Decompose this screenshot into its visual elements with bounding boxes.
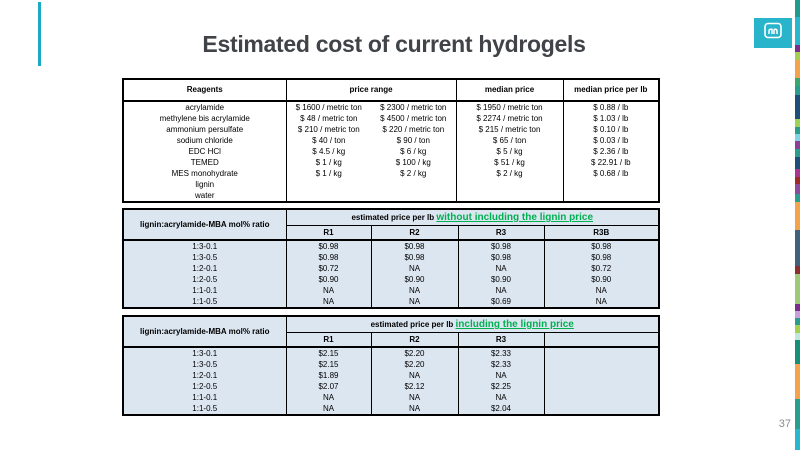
price-high: $ 2 / kg [400,169,427,178]
price-low: $ 4.5 / kg [286,146,371,157]
r3-value: $0.98 [458,252,544,263]
reagent-name: MES monohydrate [171,169,238,178]
r3-value: NA [458,370,544,381]
r2-value: $0.90 [371,274,458,285]
r3-value: NA [458,392,544,403]
r3b-value: $0.90 [544,274,659,285]
right-color-strip [795,0,800,450]
table-row [123,285,659,296]
price-without-lignin-table [122,208,660,309]
median-price-per-lb: $ 0.68 / lb [563,168,659,179]
price-high: $ 2300 / metric ton [380,103,447,112]
price-low: $ 48 / metric ton [286,113,371,124]
r1-value: NA [286,285,371,296]
table-row [123,113,659,124]
reagent-name: lignin [195,180,215,189]
estimated-price-plain: estimated price per lb [370,320,456,329]
r3b-value: $0.98 [544,252,659,263]
r3-value: NA [458,285,544,296]
reagent-name: ammonium persulfate [166,125,244,134]
r2-value: NA [371,285,458,296]
median-price: $ 65 / ton [456,135,563,146]
table-row [123,263,659,274]
r2-value: $0.98 [371,252,458,263]
median-price: $ 2 / kg [456,168,563,179]
r3-value: $0.90 [458,274,544,285]
thunderbird-icon [762,21,784,45]
row-header-ratio: lignin:acrylamide-MBA mol% ratio [123,316,286,347]
median-price-per-lb: $ 0.88 / lb [563,101,659,113]
col-header-empty [544,333,659,348]
col-header-r2: R2 [371,333,458,348]
r2-value: NA [371,392,458,403]
table-row [123,190,659,202]
reagent-name: methylene bis acrylamide [159,114,250,123]
ratio: 1:3-0.5 [123,252,286,263]
ratio: 1:2-0.1 [123,370,286,381]
median-price: $ 1950 / metric ton [456,101,563,113]
without-lignin-highlight: without including the lignin price [436,212,594,223]
median-price: $ 51 / kg [456,157,563,168]
ratio: 1:3-0.1 [123,347,286,359]
reagents-header-row [123,79,659,101]
ratio: 1:1-0.5 [123,403,286,415]
r2-value: NA [371,403,458,415]
col-header-r3b: R3B [544,226,659,241]
empty-value [544,370,659,381]
median-price: $ 2274 / metric ton [456,113,563,124]
median-price-per-lb: $ 1.03 / lb [563,113,659,124]
col-header-reagents: Reagents [123,79,286,101]
r3b-value: NA [544,296,659,308]
r3b-value: NA [544,285,659,296]
table-row [123,370,659,381]
median-price: $ 215 / metric ton [456,124,563,135]
r1-value: $0.90 [286,274,371,285]
header-row-1 [123,316,659,333]
price-high: $ 4500 / metric ton [380,114,447,123]
r1-value: $2.07 [286,381,371,392]
table-row [123,392,659,403]
reagent-name: TEMED [190,158,219,167]
table-row [123,252,659,263]
table-row [123,124,659,135]
r2-value: $2.20 [371,359,458,370]
table-row [123,157,659,168]
table-row [123,168,659,179]
price-high: $ 6 / kg [400,147,427,156]
table-row [123,146,659,157]
median-price-per-lb [563,179,659,190]
empty-value [544,347,659,359]
col-header-r2: R2 [371,226,458,241]
ratio: 1:3-0.1 [123,240,286,252]
median-price-per-lb: $ 2.36 / lb [563,146,659,157]
price-low: $ 210 / metric ton [286,124,371,135]
lab-logo [754,18,792,48]
r2-value: $0.98 [371,240,458,252]
header-row-1 [123,209,659,226]
median-price [456,179,563,190]
r3-value: $2.33 [458,347,544,359]
r1-value: $2.15 [286,359,371,370]
ratio: 1:3-0.5 [123,359,286,370]
price-low: $ 1 / kg [286,157,371,168]
col-header-r1: R1 [286,333,371,348]
r2-value: NA [371,296,458,308]
median-price-per-lb: $ 0.03 / lb [563,135,659,146]
estimated-price-header [286,316,659,333]
price-high: $ 100 / kg [395,158,431,167]
r2-value: NA [371,370,458,381]
col-header-median-price: median price [456,79,563,101]
r1-value: NA [286,296,371,308]
ratio: 1:2-0.1 [123,263,286,274]
including-lignin-highlight: including the lignin price [455,319,574,330]
price-low [286,179,371,190]
col-header-r3: R3 [458,226,544,241]
col-header-r3: R3 [458,333,544,348]
r3b-value: $0.72 [544,263,659,274]
page-number: 37 [778,418,791,430]
r2-value: $2.20 [371,347,458,359]
price-high: $ 220 / metric ton [382,125,445,134]
r3-value: $2.33 [458,359,544,370]
r3-value: $2.25 [458,381,544,392]
r1-value: $0.98 [286,240,371,252]
price-low: $ 1 / kg [286,168,371,179]
row-header-ratio: lignin:acrylamide-MBA mol% ratio [123,209,286,240]
estimated-price-header [286,209,659,226]
reagent-name: acrylamide [185,103,225,112]
empty-value [544,392,659,403]
reagent-name: EDC HCl [188,147,221,156]
empty-value [544,359,659,370]
r3-value: $0.98 [458,240,544,252]
ratio: 1:2-0.5 [123,274,286,285]
price-low: $ 1600 / metric ton [286,101,371,113]
ratio: 1:1-0.5 [123,296,286,308]
r3-value: $2.04 [458,403,544,415]
r3b-value: $0.98 [544,240,659,252]
median-price-per-lb [563,190,659,202]
price-high [371,190,456,202]
r2-value: $2.12 [371,381,458,392]
median-price: $ 5 / kg [456,146,563,157]
reagent-name: sodium chloride [176,136,233,145]
ratio: 1:1-0.1 [123,285,286,296]
median-price [456,190,563,202]
r2-value: NA [371,263,458,274]
price-high [371,179,456,190]
col-header-median-price-per-lb: median price per lb [563,79,659,101]
table-row [123,135,659,146]
col-header-price-range: price range [286,79,456,101]
table-row [123,403,659,415]
price-low: $ 40 / ton [286,135,371,146]
r3-value: NA [458,263,544,274]
table-row [123,101,659,113]
price-low [286,190,371,202]
r1-value: NA [286,392,371,403]
ratio: 1:2-0.5 [123,381,286,392]
estimated-price-plain: estimated price per lb [351,213,437,222]
table-row [123,347,659,359]
median-price-per-lb: $ 22.91 / lb [563,157,659,168]
median-price-per-lb: $ 0.10 / lb [563,124,659,135]
r1-value: $1.89 [286,370,371,381]
table-row [123,240,659,252]
table-row [123,179,659,190]
table-row [123,274,659,285]
table-row [123,296,659,308]
r1-value: $2.15 [286,347,371,359]
page-title: Estimated cost of current hydrogels [202,31,586,57]
r1-value: $0.98 [286,252,371,263]
empty-value [544,381,659,392]
price-high: $ 90 / ton [396,136,430,145]
r3-value: $0.69 [458,296,544,308]
reagent-name: water [194,191,215,200]
table-row [123,381,659,392]
r1-value: NA [286,403,371,415]
price-including-lignin-table [122,315,660,416]
table-row [123,359,659,370]
r1-value: $0.72 [286,263,371,274]
col-header-r1: R1 [286,226,371,241]
reagents-table [122,78,660,203]
empty-value [544,403,659,415]
ratio: 1:1-0.1 [123,392,286,403]
